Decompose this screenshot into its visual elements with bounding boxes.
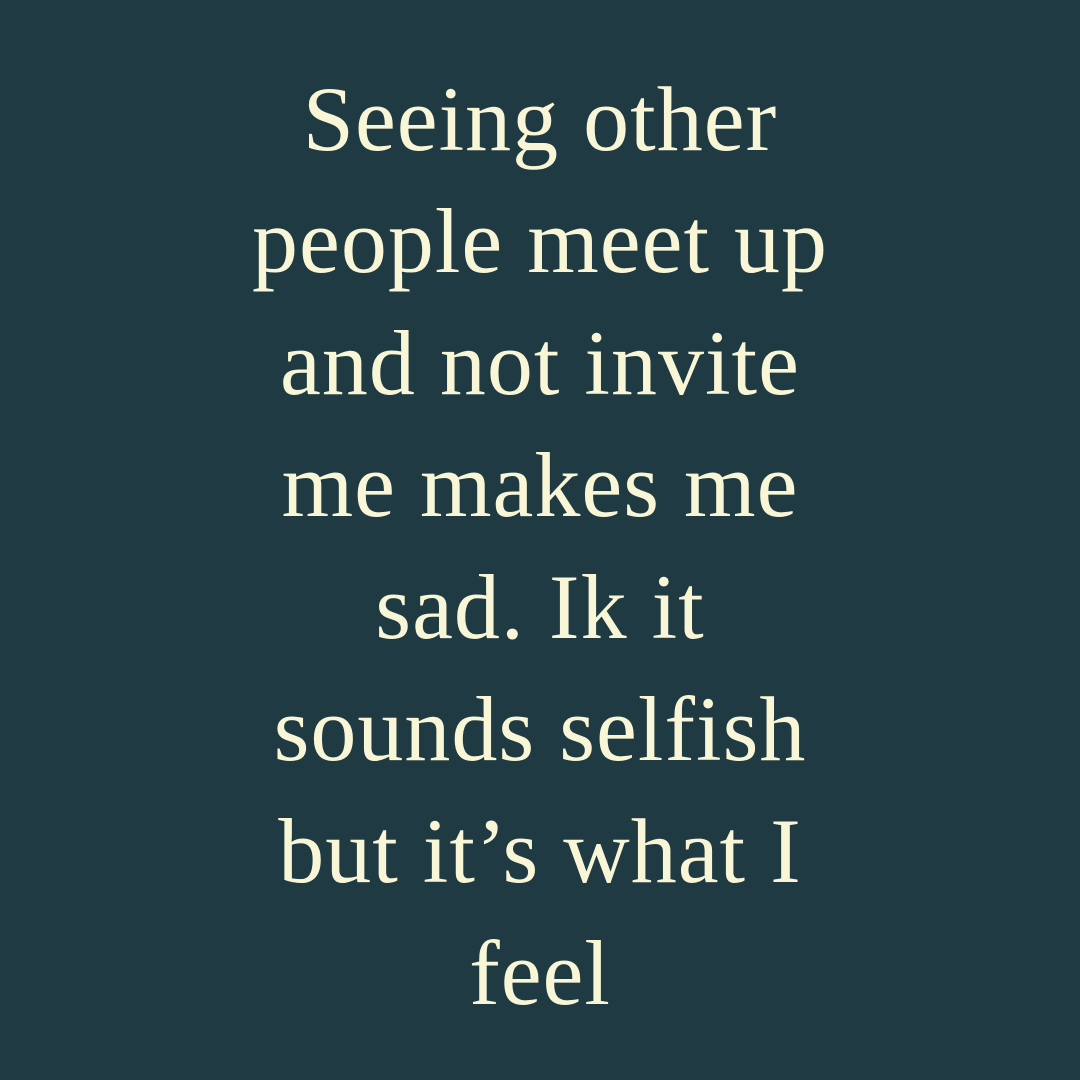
quote-line: but it’s what I <box>278 800 802 902</box>
quote-line: sounds selfish <box>273 678 807 780</box>
quote-line: and not invite <box>280 312 800 414</box>
quote-line: me makes me <box>281 434 799 536</box>
quote-line: feel <box>469 922 611 1024</box>
quote-line: sad. Ik it <box>375 556 705 658</box>
quote-line: Seeing other <box>302 68 778 170</box>
quote-text <box>0 58 1080 1034</box>
quote-line: people meet up <box>251 190 829 292</box>
